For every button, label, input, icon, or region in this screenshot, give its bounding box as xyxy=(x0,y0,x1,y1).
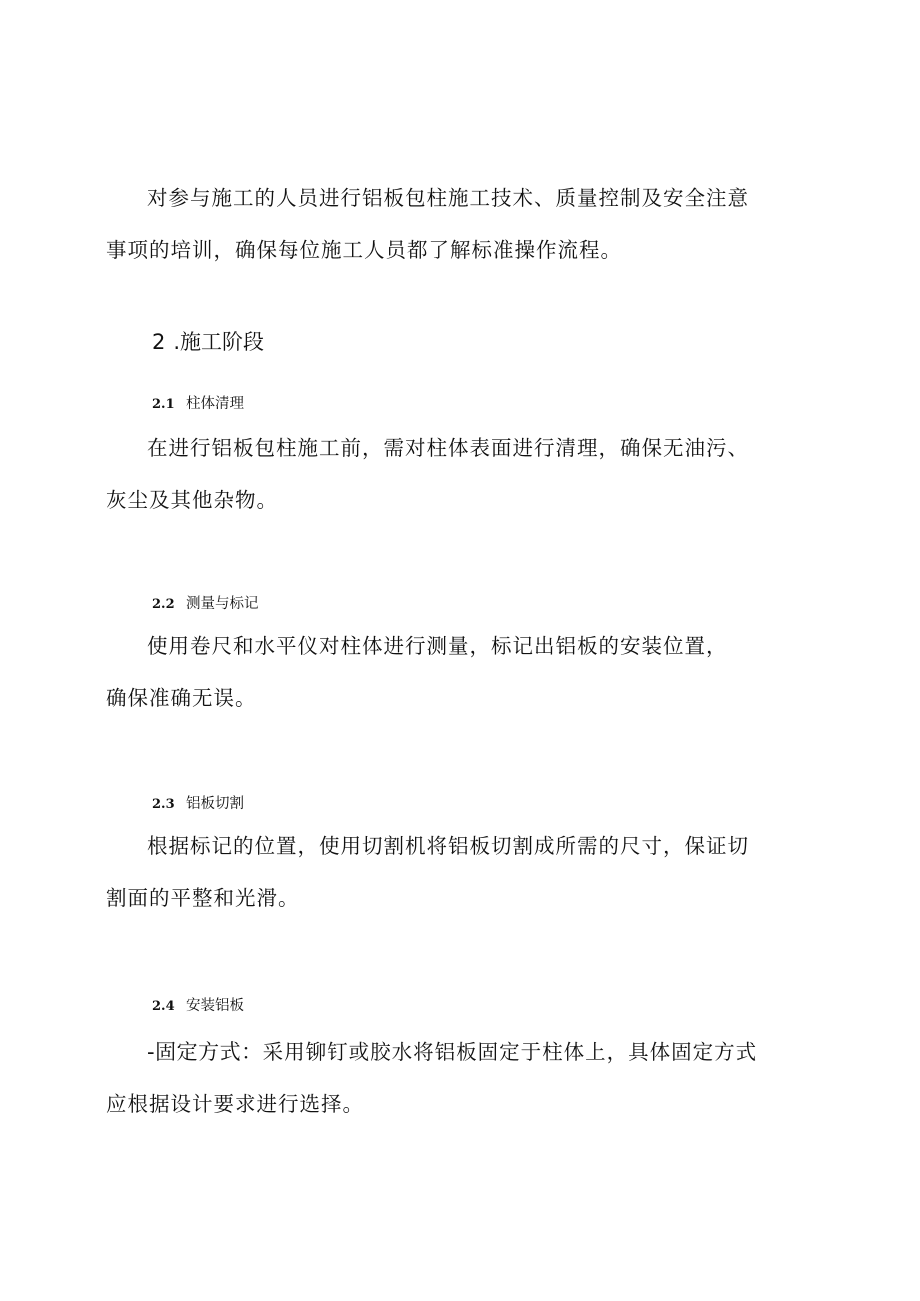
subsection-2-4-heading xyxy=(152,994,244,1019)
subsection-2-3-number: 2.3 xyxy=(152,797,175,812)
subsection-2-1-heading xyxy=(152,392,244,417)
intro-line-2: 事项的培训，确保每位施工人员都了解标准操作流程。 xyxy=(106,238,622,262)
subsection-2-3-title: 铝板切割 xyxy=(186,796,244,812)
subsection-2-4-line-2: 应根据设计要求进行选择。 xyxy=(106,1092,364,1116)
section-2-title: .施工阶段 xyxy=(173,330,265,354)
section-2-number: 2 xyxy=(152,330,166,354)
subsection-2-3-paragraph xyxy=(106,820,814,924)
subsection-2-2-line-1: 使用卷尺和水平仪对柱体进行测量，标记出铝板的安装位置， xyxy=(147,634,728,658)
subsection-2-2-heading xyxy=(152,592,259,617)
fixing-method-label: -固定方式： xyxy=(147,1040,263,1064)
subsection-2-1-line-1: 在进行铝板包柱施工前，需对柱体表面进行清理，确保无油污、 xyxy=(147,436,749,460)
subsection-2-2-title: 测量与标记 xyxy=(186,596,259,612)
subsection-2-4-line-1-text: 采用铆钉或胶水将铝板固定于柱体上，具体固定方式 xyxy=(262,1040,758,1064)
subsection-2-4-title: 安装铝板 xyxy=(186,998,244,1014)
subsection-2-3-line-1: 根据标记的位置，使用切割机将铝板切割成所需的尺寸，保证切 xyxy=(147,834,749,858)
subsection-2-4-line-1 xyxy=(106,1026,814,1078)
subsection-2-4-paragraph xyxy=(106,1026,814,1130)
subsection-2-2-paragraph xyxy=(106,620,814,724)
subsection-2-3-line-2: 割面的平整和光滑。 xyxy=(106,886,300,910)
subsection-2-1-paragraph xyxy=(106,422,814,526)
intro-line-1: 对参与施工的人员进行铝板包柱施工技术、质量控制及安全注意 xyxy=(147,186,749,210)
subsection-2-1-title: 柱体清理 xyxy=(186,396,244,412)
subsection-2-4-number: 2.4 xyxy=(152,999,175,1014)
subsection-2-1-line-2: 灰尘及其他杂物。 xyxy=(106,488,278,512)
subsection-2-3-heading xyxy=(152,792,244,817)
subsection-2-1-number: 2.1 xyxy=(152,397,175,412)
intro-paragraph xyxy=(106,172,814,276)
section-2-heading xyxy=(152,322,264,362)
subsection-2-2-number: 2.2 xyxy=(152,597,175,612)
subsection-2-2-line-2: 确保准确无误。 xyxy=(106,686,257,710)
